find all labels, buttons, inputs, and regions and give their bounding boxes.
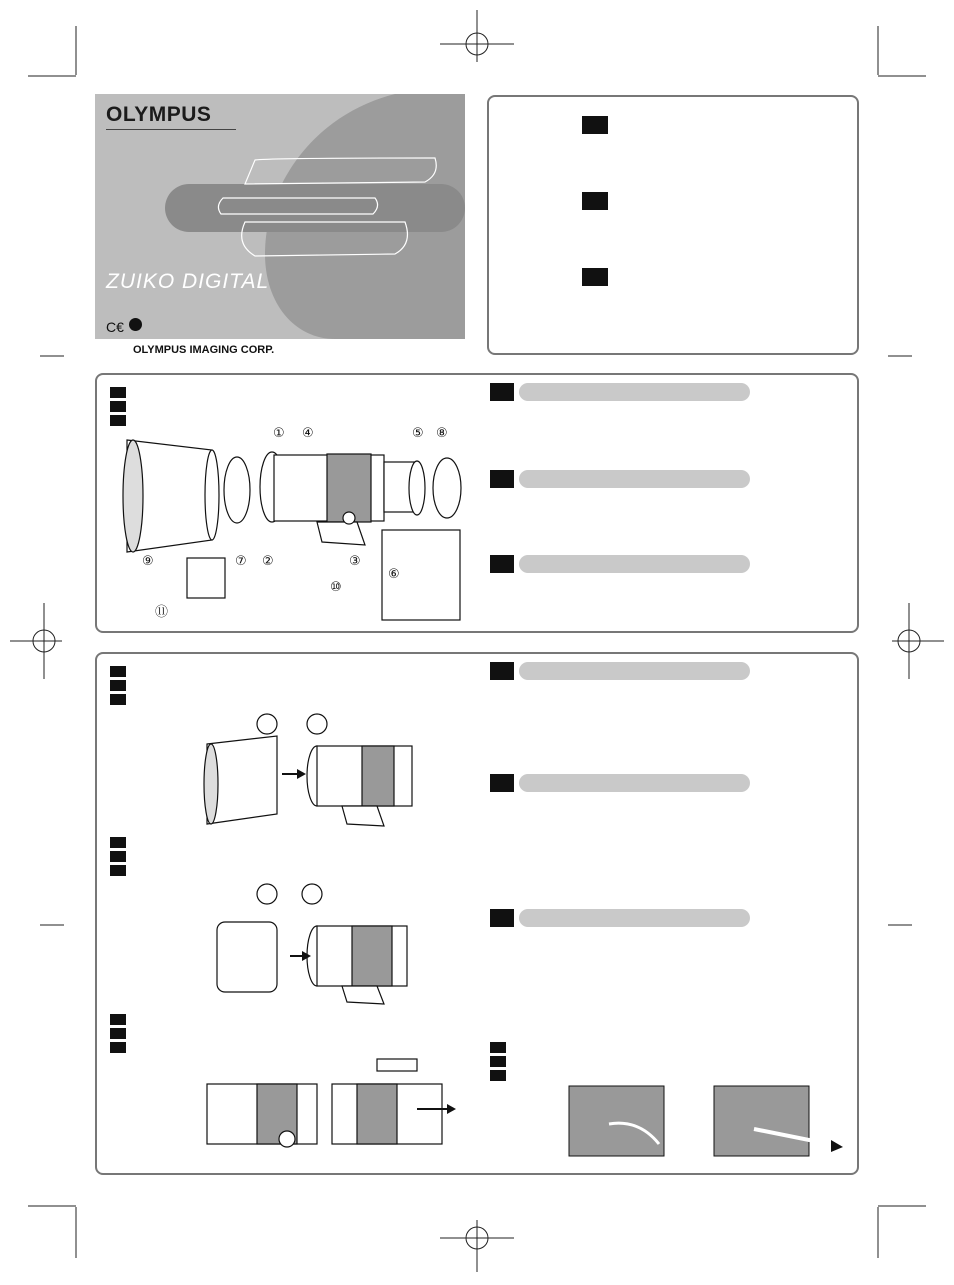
strap-illustration bbox=[569, 1084, 859, 1164]
language-marker bbox=[490, 662, 514, 680]
callout-label: ④ bbox=[302, 426, 314, 441]
section-heading-bar bbox=[519, 383, 750, 401]
callout-label: ① bbox=[273, 426, 285, 441]
callout-label: ⑤ bbox=[412, 426, 424, 441]
section-heading-bar bbox=[519, 909, 750, 927]
language-marker bbox=[110, 837, 126, 848]
tripod-mount-illustration bbox=[202, 1054, 462, 1164]
language-marker bbox=[110, 694, 126, 705]
section-heading-bar bbox=[519, 470, 750, 488]
procedures-panel bbox=[95, 652, 859, 1175]
logo-underline bbox=[106, 129, 236, 130]
language-marker bbox=[490, 1070, 506, 1081]
language-marker bbox=[490, 1042, 506, 1053]
ce-mark-icon: C€ bbox=[106, 319, 124, 335]
language-marker bbox=[110, 1028, 126, 1039]
callout-label: ⑥ bbox=[388, 567, 400, 582]
callout-label: ⑧ bbox=[436, 426, 448, 441]
lens-parts-illustration bbox=[117, 430, 497, 630]
language-marker bbox=[110, 865, 126, 876]
language-marker bbox=[490, 909, 514, 927]
language-marker bbox=[110, 401, 126, 412]
callout-label: ⑪ bbox=[155, 605, 169, 620]
callout-label: ⑦ bbox=[235, 554, 247, 569]
hood-attach-illustration bbox=[202, 714, 432, 834]
parts-panel bbox=[95, 373, 859, 633]
language-marker bbox=[110, 1042, 126, 1053]
callout-label: ③ bbox=[349, 554, 361, 569]
language-marker bbox=[110, 387, 126, 398]
callout-label: ② bbox=[262, 554, 274, 569]
language-marker bbox=[110, 1014, 126, 1025]
cover-artwork bbox=[95, 94, 465, 339]
language-marker bbox=[110, 680, 126, 691]
language-marker bbox=[582, 268, 608, 286]
callout-label: ⑩ bbox=[330, 580, 342, 595]
section-heading-bar bbox=[519, 774, 750, 792]
language-marker bbox=[110, 666, 126, 677]
c-tick-mark-icon bbox=[129, 318, 142, 331]
language-marker bbox=[582, 192, 608, 210]
language-marker bbox=[110, 851, 126, 862]
company-name: OLYMPUS IMAGING CORP. bbox=[133, 344, 275, 356]
callout-label: ⑨ bbox=[142, 554, 154, 569]
language-index-panel bbox=[487, 95, 859, 355]
language-marker bbox=[110, 415, 126, 426]
hood-reverse-illustration bbox=[202, 884, 432, 1004]
language-marker bbox=[490, 383, 514, 401]
product-line-logo: ZUIKO DIGITAL bbox=[106, 270, 270, 293]
section-heading-bar bbox=[519, 555, 750, 573]
language-marker bbox=[582, 116, 608, 134]
section-heading-bar bbox=[519, 662, 750, 680]
language-marker bbox=[490, 774, 514, 792]
brand-logo: OLYMPUS bbox=[106, 103, 212, 126]
language-marker bbox=[490, 1056, 506, 1067]
